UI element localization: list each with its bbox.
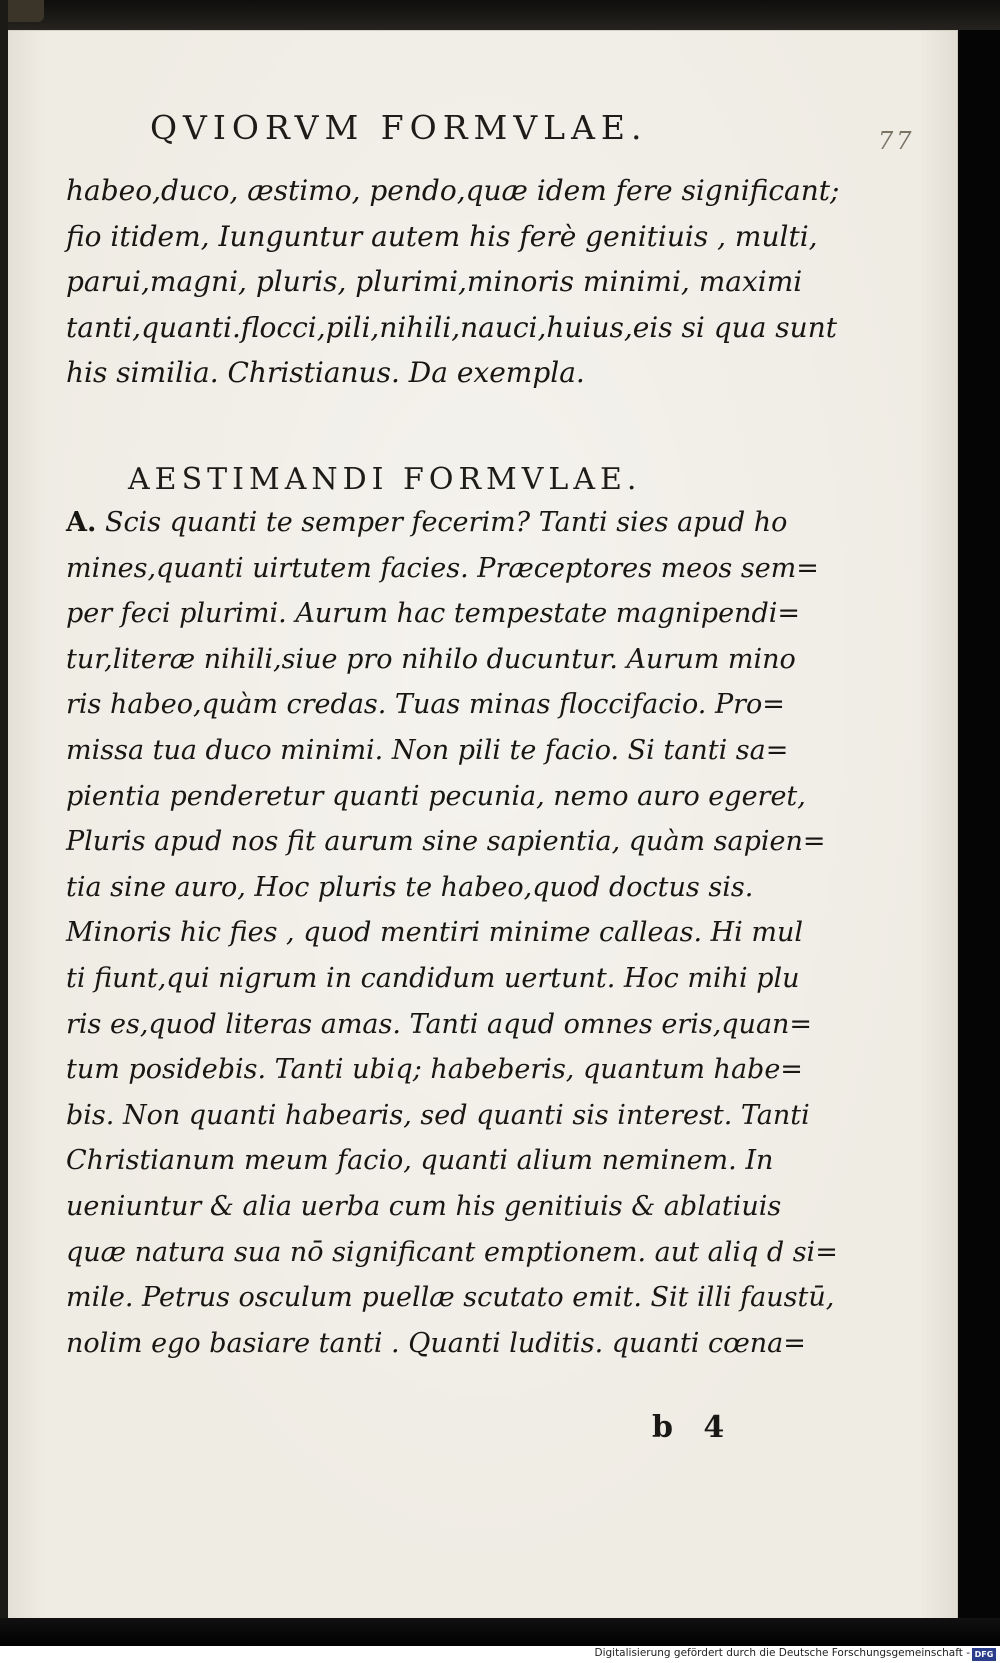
running-head: QVIORVM FORMVLAE. — [150, 108, 648, 147]
text-line: Pluris apud nos fit aurum sine sapientia, quàm sapien= — [66, 826, 826, 858]
text-line: Minoris hic fies , quod mentiri minime calleas. Hi mul — [66, 917, 804, 949]
book-bottom-edge — [0, 1618, 1000, 1646]
text-line: tum posidebis. Tanti ubiq; habeberis, quantum habe= — [66, 1054, 803, 1086]
text-line: habeo,duco, æstimo, pendo,quæ idem fere significant; — [66, 174, 840, 207]
text-line: fio itidem, Iunguntur autem his ferè genitiuis , multi, — [66, 219, 818, 253]
text-line: per feci plurimi. Aurum hac tempestate magnipendi= — [66, 598, 800, 630]
text-line: parui,magni, pluris, plurimi,minoris minimi, maximi — [66, 265, 803, 299]
text-line: missa tua duco minimi. Non pili te facio. Si tanti sa= — [66, 734, 789, 766]
text-line: nolim ego basiare tanti . Quanti luditis. quanti cœna= — [66, 1327, 806, 1359]
text-line: ueniuntur & alia uerba cum his genitiuis & ablatiuis — [66, 1190, 782, 1222]
text-line: ti fiunt,qui nigrum in candidum uertunt. Hoc mihi plu — [66, 962, 800, 994]
section-heading: AESTIMANDI FORMVLAE. — [128, 462, 642, 497]
digitization-credit: Digitalisierung gefördert durch die Deutsche Forschungsgemeinschaft - — [594, 1647, 970, 1659]
paragraph-aestimandi — [66, 500, 846, 1366]
text-line: tanti,quanti.flocci,pili,nihili,nauci,huius,eis si qua sunt — [66, 310, 837, 344]
dfg-logo: DFG — [972, 1648, 996, 1661]
text-line: tia sine auro, Hoc pluris te habeo,quod doctus sis. — [66, 871, 754, 903]
book-fore-edge — [957, 30, 1000, 1618]
paragraph-quiorum — [66, 168, 846, 396]
text-line: quæ natura sua nō significant emptionem. aut aliq d si= — [66, 1236, 838, 1268]
text-line: ris es,quod literas amas. Tanti aqud omnes eris,quan= — [66, 1008, 813, 1040]
text-line: Christianum meum facio, quanti alium neminem. In — [66, 1145, 774, 1177]
folio-number: 77 — [878, 127, 915, 155]
text-line: his similia. Christianus. Da exempla. — [66, 356, 585, 390]
book-left-edge — [0, 0, 8, 1663]
text-line — [66, 500, 846, 546]
text-line: ris habeo,quàm credas. Tuas minas floccifacio. Pro= — [66, 689, 785, 721]
initial-letter: A. — [66, 507, 97, 538]
text-line-rest: Scis quanti te semper fecerim? Tanti sies apud ho — [96, 507, 788, 538]
text-line: mines,quanti uirtutem facies. Præceptores meos sem= — [66, 552, 819, 584]
text-line: pientia penderetur quanti pecunia, nemo auro egeret, — [66, 780, 806, 812]
text-line: bis. Non quanti habearis, sed quanti sis interest. Tanti — [66, 1099, 810, 1131]
text-line: mile. Petrus osculum puellæ scutato emit. Sit illi faustū, — [66, 1282, 835, 1314]
signature-mark: b 4 — [652, 1410, 735, 1445]
text-line: tur,literæ nihili,siue pro nihilo ducuntur. Aurum mino — [66, 643, 796, 675]
